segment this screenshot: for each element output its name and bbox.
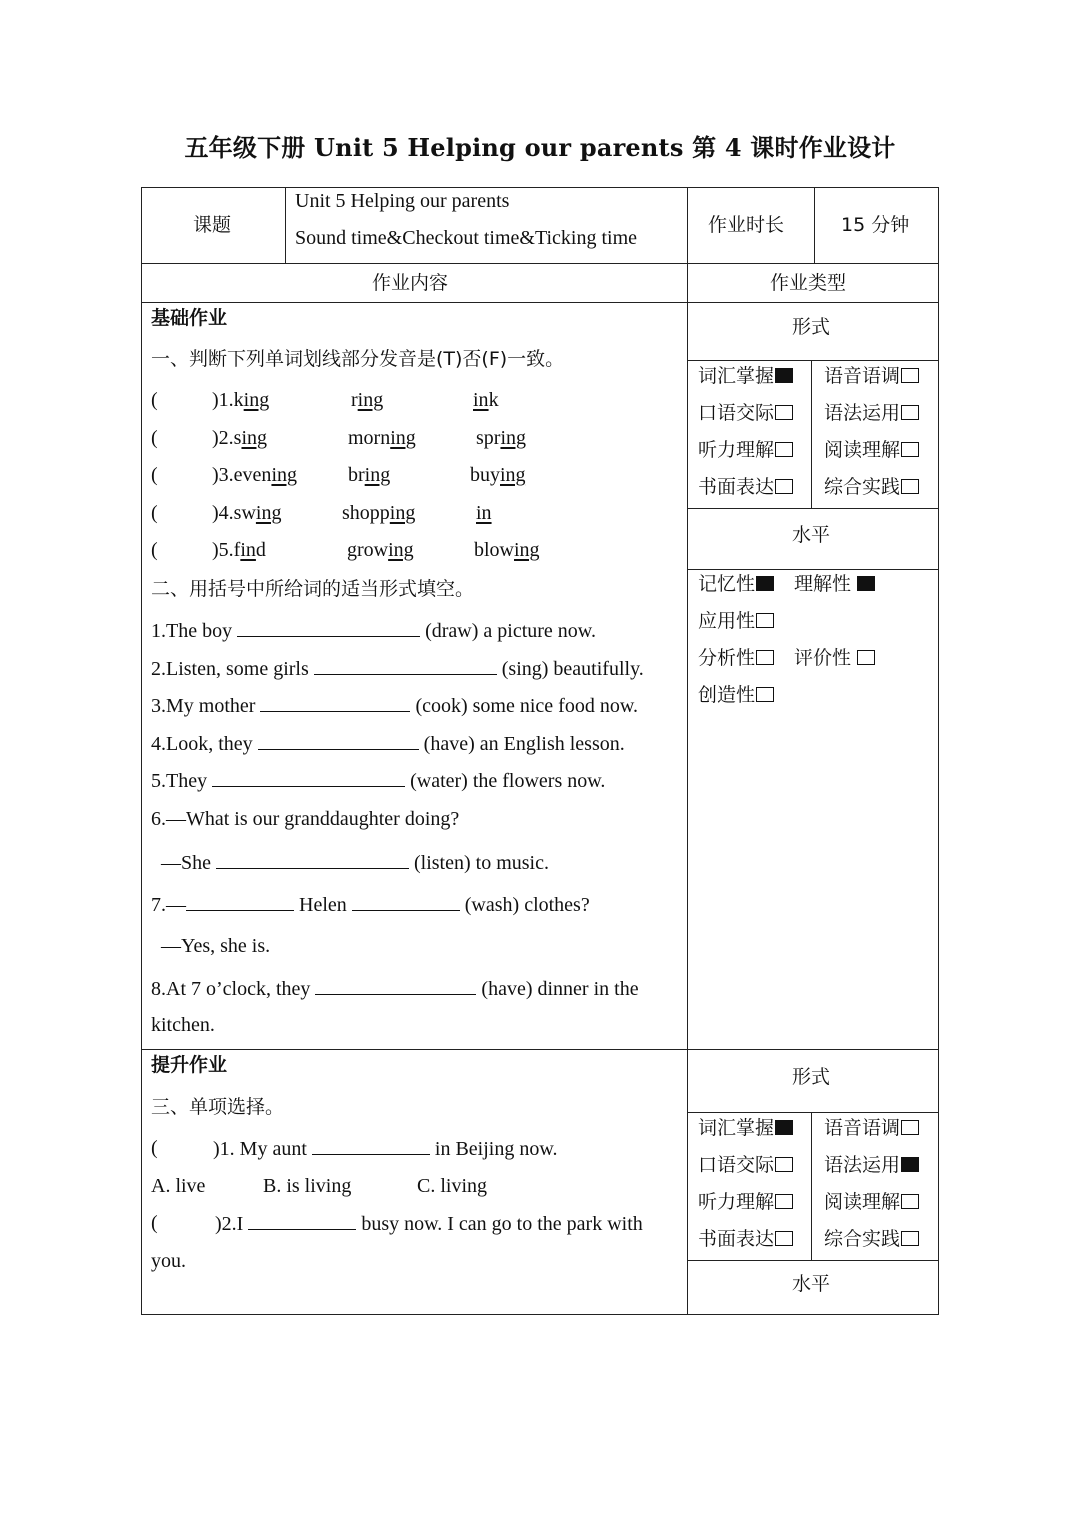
- checkbox-label: 综合实践: [824, 476, 901, 498]
- word-part: r: [351, 389, 358, 411]
- table-border-right: [938, 187, 939, 1315]
- advanced-homework-label: 提升作业: [151, 1054, 228, 1076]
- checkbox-label: 应用性: [698, 610, 756, 632]
- part2-title: 二、用括号中所给词的适当形式填空。: [151, 578, 475, 600]
- word-part: s: [233, 427, 242, 449]
- answer-blank[interactable]: [258, 731, 419, 750]
- checkbox[interactable]: [775, 1157, 793, 1172]
- word-part: f: [233, 539, 241, 561]
- type-checkbox-item[interactable]: [698, 364, 793, 388]
- word-part: k: [488, 389, 499, 411]
- part1-title: 一、判断下列单词划线部分发音是(T)否(F)一致。: [151, 348, 565, 370]
- checkbox-label: 记忆性: [698, 573, 756, 595]
- checkbox[interactable]: [775, 1120, 793, 1135]
- content-header: 作业内容: [372, 272, 449, 294]
- checkbox[interactable]: [901, 1231, 919, 1246]
- table-divider: [687, 569, 939, 570]
- word-3: [476, 501, 492, 525]
- fill-question-4: [151, 731, 625, 756]
- answer-blank[interactable]: [212, 768, 405, 787]
- checkbox-label: 口语交际: [698, 1154, 775, 1176]
- question-text: 7.—: [151, 894, 186, 916]
- choice-option-c: C. living: [417, 1175, 488, 1197]
- word-part: d: [255, 539, 266, 561]
- answer-paren[interactable]: (: [151, 464, 158, 486]
- checkbox-label: 词汇掌握: [698, 1117, 775, 1139]
- word-3: [474, 538, 540, 562]
- checkbox[interactable]: [756, 576, 774, 591]
- type-checkbox-item[interactable]: [824, 1227, 919, 1251]
- word-part: morn: [348, 427, 391, 449]
- question-text: 5.They: [151, 770, 208, 792]
- word-part: br: [348, 464, 365, 486]
- checkbox[interactable]: [775, 368, 793, 383]
- word-part: ing: [514, 539, 540, 561]
- answer-blank[interactable]: [248, 1211, 356, 1230]
- table-divider: [687, 1112, 939, 1113]
- duration-label: 作业时长: [708, 214, 785, 236]
- checkbox-label: 书面表达: [698, 476, 775, 498]
- level-label: 水平: [792, 524, 831, 546]
- fill-question-3: [151, 693, 638, 718]
- checkbox[interactable]: [756, 650, 774, 665]
- form-label: 形式: [792, 1066, 831, 1088]
- word-1: [212, 501, 281, 525]
- table-divider: [811, 1112, 812, 1260]
- table-border-bottom: [141, 1314, 939, 1315]
- fill-question-7-answer: —Yes, she is.: [161, 935, 271, 957]
- question-text: busy now. I can go to the park with: [361, 1213, 643, 1235]
- question-text: 1.The boy: [151, 620, 233, 642]
- checkbox-label: 语音语调: [824, 1117, 901, 1139]
- checkbox[interactable]: [901, 442, 919, 457]
- checkbox-label: 词汇掌握: [698, 365, 775, 387]
- checkbox[interactable]: [901, 1194, 919, 1209]
- type-checkbox-item[interactable]: [824, 1190, 919, 1214]
- question-text: (sing) beautifully.: [501, 658, 644, 680]
- choice-question-2-cont: you.: [151, 1250, 186, 1272]
- word-2: [347, 538, 414, 562]
- checkbox[interactable]: [857, 650, 875, 665]
- type-checkbox-item[interactable]: [698, 475, 793, 499]
- answer-blank[interactable]: [216, 850, 409, 869]
- word-1: [212, 538, 266, 562]
- answer-blank[interactable]: [314, 656, 497, 675]
- question-text: (draw) a picture now.: [425, 620, 596, 642]
- word-part: even: [233, 464, 272, 486]
- question-text: (have) dinner in the: [481, 978, 639, 1000]
- word-2: [342, 501, 415, 525]
- word-2: [348, 463, 390, 487]
- level-checkbox-item[interactable]: [698, 683, 774, 707]
- type-checkbox-item[interactable]: [698, 1227, 793, 1251]
- type-checkbox-item[interactable]: [824, 401, 919, 425]
- checkbox[interactable]: [775, 1194, 793, 1209]
- table-divider: [814, 187, 815, 263]
- type-checkbox-item[interactable]: [698, 438, 793, 462]
- checkbox-label: 阅读理解: [824, 1191, 901, 1213]
- type-checkbox-item[interactable]: [824, 1153, 919, 1177]
- question-text: Helen: [299, 894, 347, 916]
- type-checkbox-item[interactable]: [824, 438, 919, 462]
- word-part: in: [476, 502, 492, 524]
- word-part: buy: [470, 464, 500, 486]
- topic-label: 课题: [193, 214, 232, 236]
- answer-blank[interactable]: [315, 976, 476, 995]
- type-checkbox-item[interactable]: [824, 364, 919, 388]
- topic-line-2: Sound time&Checkout time&Ticking time: [295, 227, 638, 249]
- type-checkbox-item[interactable]: [698, 1116, 793, 1140]
- word-part: in: [473, 389, 489, 411]
- word-part: )2.: [212, 427, 234, 449]
- question-text: (have) an English lesson.: [423, 733, 625, 755]
- table-divider: [687, 187, 688, 1315]
- question-text: (listen) to music.: [414, 852, 549, 874]
- question-text: (water) the flowers now.: [410, 770, 606, 792]
- checkbox-label: 理解性: [794, 573, 852, 595]
- level-checkbox-item[interactable]: [698, 572, 774, 596]
- choice-question-1: [213, 1136, 557, 1161]
- word-part: )1.: [212, 389, 234, 411]
- word-part: ing: [390, 427, 416, 449]
- word-part: k: [233, 389, 244, 411]
- word-part: ing: [364, 464, 391, 486]
- question-text: (wash) clothes?: [464, 894, 590, 916]
- topic-line-1: Unit 5 Helping our parents: [295, 190, 510, 212]
- fill-question-5: [151, 768, 605, 793]
- checkbox-label: 评价性: [794, 647, 852, 669]
- type-checkbox-item[interactable]: [698, 1190, 793, 1214]
- word-part: sw: [233, 502, 256, 524]
- table-divider: [687, 508, 939, 509]
- duration-value: 15 分钟: [841, 214, 910, 236]
- fill-question-2: [151, 656, 644, 681]
- checkbox[interactable]: [775, 442, 793, 457]
- word-3: [473, 388, 499, 412]
- word-part: )4.: [212, 502, 234, 524]
- page-title: 五年级下册 Unit 5 Helping our parents 第 4 课时作业设计: [184, 133, 896, 162]
- choice-question-2: [215, 1211, 643, 1236]
- table-divider: [141, 1049, 939, 1050]
- type-header: 作业类型: [770, 272, 847, 294]
- word-1: [212, 426, 267, 450]
- table-divider: [285, 187, 286, 263]
- table-border-left: [141, 187, 142, 1315]
- question-text: )1. My aunt: [213, 1138, 307, 1160]
- checkbox-label: 创造性: [698, 684, 756, 706]
- checkbox-label: 语音语调: [824, 365, 901, 387]
- homework-table: [141, 187, 939, 1315]
- answer-paren[interactable]: (: [151, 389, 158, 411]
- answer-blank[interactable]: [352, 892, 460, 911]
- checkbox-label: 听力理解: [698, 439, 775, 461]
- checkbox[interactable]: [756, 613, 774, 628]
- fill-question-6-answer: [161, 850, 549, 875]
- word-3: [476, 426, 526, 450]
- word-part: ing: [255, 502, 282, 524]
- choice-option-b: B. is living: [263, 1175, 352, 1197]
- checkbox[interactable]: [775, 479, 793, 494]
- level-checkbox-item[interactable]: [698, 646, 774, 670]
- word-1: [212, 463, 297, 487]
- answer-blank[interactable]: [237, 618, 420, 637]
- fill-question-8: [151, 976, 639, 1001]
- checkbox-label: 语法运用: [824, 402, 901, 424]
- word-part: ing: [500, 464, 526, 486]
- fill-question-8-cont: kitchen.: [151, 1014, 215, 1036]
- question-text: )2.I: [215, 1213, 244, 1235]
- question-text: 4.Look, they: [151, 733, 253, 755]
- word-part: ing: [500, 427, 527, 449]
- word-part: ing: [389, 502, 416, 524]
- checkbox[interactable]: [901, 368, 919, 383]
- answer-blank[interactable]: [312, 1136, 430, 1155]
- checkbox-label: 综合实践: [824, 1228, 901, 1250]
- checkbox[interactable]: [756, 687, 774, 702]
- checkbox[interactable]: [857, 576, 875, 591]
- question-text: 2.Listen, some girls: [151, 658, 309, 680]
- word-part: shopp: [342, 502, 390, 524]
- level-label: 水平: [792, 1273, 831, 1295]
- choice-paren: (: [151, 1137, 158, 1159]
- checkbox-label: 口语交际: [698, 402, 775, 424]
- answer-paren[interactable]: (: [151, 502, 158, 524]
- table-divider: [687, 1260, 939, 1261]
- table-border-top: [141, 187, 939, 188]
- fill-question-6: 6.—What is our granddaughter doing?: [151, 808, 460, 830]
- word-part: ing: [357, 389, 384, 411]
- word-part: spr: [476, 427, 501, 449]
- word-2: [348, 426, 416, 450]
- checkbox[interactable]: [901, 405, 919, 420]
- answer-blank[interactable]: [186, 892, 294, 911]
- word-1: [212, 388, 269, 412]
- answer-paren[interactable]: (: [151, 427, 158, 449]
- word-part: in: [240, 539, 256, 561]
- type-checkbox-item[interactable]: [698, 401, 793, 425]
- word-part: grow: [347, 539, 389, 561]
- answer-paren[interactable]: (: [151, 539, 158, 561]
- level-checkbox-item[interactable]: [794, 646, 875, 670]
- question-text: 8.At 7 o’clock, they: [151, 978, 311, 1000]
- question-text: 3.My mother: [151, 695, 256, 717]
- table-divider: [141, 302, 939, 303]
- type-checkbox-item[interactable]: [698, 1153, 793, 1177]
- choice-option-a: A. live: [151, 1175, 206, 1197]
- word-3: [470, 463, 526, 487]
- form-label: 形式: [792, 316, 831, 338]
- type-checkbox-item[interactable]: [824, 475, 919, 499]
- word-part: ing: [271, 464, 297, 486]
- word-part: )5.: [212, 539, 234, 561]
- answer-blank[interactable]: [260, 693, 410, 712]
- word-part: ing: [388, 539, 414, 561]
- choice-paren: (: [151, 1212, 158, 1234]
- table-divider: [141, 263, 939, 264]
- level-checkbox-item[interactable]: [698, 609, 774, 633]
- checkbox-label: 听力理解: [698, 1191, 775, 1213]
- checkbox[interactable]: [901, 479, 919, 494]
- checkbox[interactable]: [775, 405, 793, 420]
- word-2: [351, 388, 383, 412]
- part3-title: 三、单项选择。: [151, 1096, 285, 1118]
- type-checkbox-item[interactable]: [824, 1116, 919, 1140]
- table-divider: [811, 360, 812, 508]
- checkbox-label: 语法运用: [824, 1154, 901, 1176]
- level-checkbox-item[interactable]: [794, 572, 875, 596]
- word-part: ing: [243, 389, 270, 411]
- question-text: —She: [161, 852, 211, 874]
- fill-question-7: [151, 892, 590, 917]
- question-text: in Beijing now.: [434, 1138, 558, 1160]
- fill-question-1: [151, 618, 596, 643]
- basic-homework-label: 基础作业: [151, 307, 228, 329]
- checkbox[interactable]: [901, 1157, 919, 1172]
- checkbox[interactable]: [901, 1120, 919, 1135]
- checkbox[interactable]: [775, 1231, 793, 1246]
- checkbox-label: 分析性: [698, 647, 756, 669]
- word-part: ing: [241, 427, 268, 449]
- word-part: blow: [474, 539, 514, 561]
- table-divider: [687, 360, 939, 361]
- question-text: (cook) some nice food now.: [415, 695, 638, 717]
- word-part: )3.: [212, 464, 234, 486]
- checkbox-label: 书面表达: [698, 1228, 775, 1250]
- checkbox-label: 阅读理解: [824, 439, 901, 461]
